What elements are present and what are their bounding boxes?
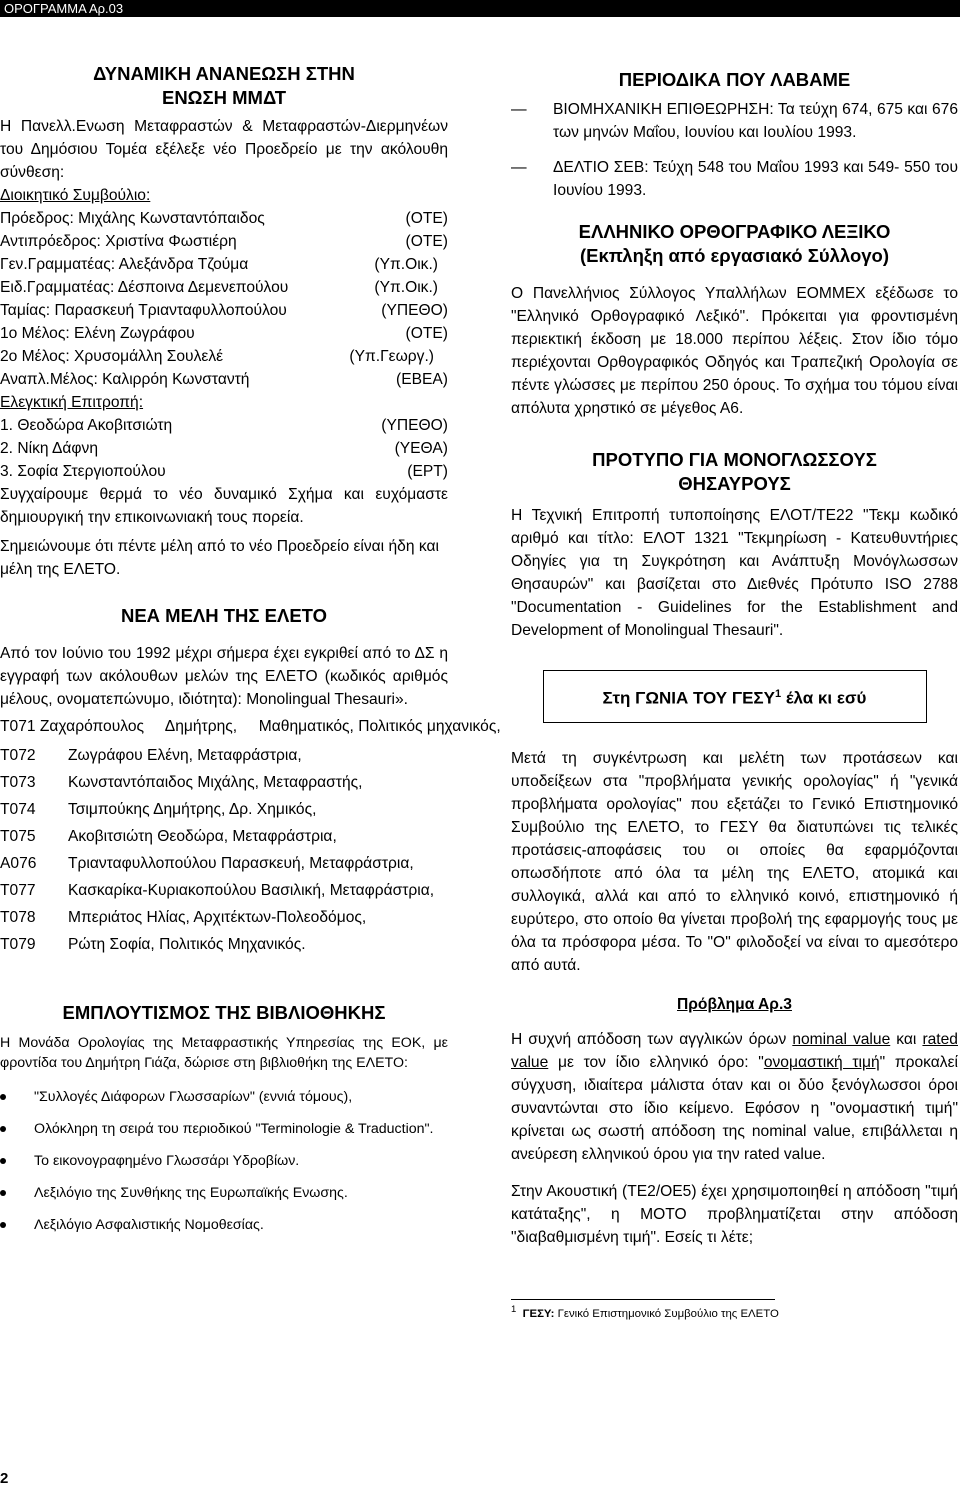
subheading: Διοικητικό Συμβούλιο:: [0, 187, 151, 204]
member-row: Τ077 Κασκαρίκα-Κυριακοπούλου Βασιλική, Μεταφράστρια,: [0, 882, 435, 899]
board-row: Αναπλ.Μέλος: Καλιρρόη Κωνσταντή (ΕΒΕΑ): [0, 371, 448, 388]
list-item: "Συλλογές Διάφορων Γλωσσαρίων" (εννιά τόμους),: [0, 1087, 448, 1107]
section-subtitle: (Εκπληξη από εργασιακό Σύλλογο): [579, 245, 889, 266]
paragraph: Η Τεχνική Επιτροπή τυποποίησης ΕΛΟΤ/ΤΕ22 "Τεκμ κωδικό αριθμό και τίτλο: ΕΛΟΤ 1321 "Τεκμηρίωση - Κατευθυντήριες Οδηγίες για τη Συγκρότηση και Ανάπτυξη Μονόγλωσσων Θησαυρών" και βασίζεται στο Διεθνές Πρότυπο ISO 2788 "Documentation - Guidelines for the Establishment and Development of Monolingual Thesauri".: [511, 507, 958, 639]
list-item: Το εικονογραφημένο Γλωσσάρι Υδροβίων.: [0, 1151, 448, 1171]
list-item: Ολόκληρη τη σειρά του περιοδικού "Terminologie & Traduction".: [0, 1119, 448, 1139]
board-row: Αντιπρόεδρος: Χριστίνα Φωστιέρη (ΟΤΕ): [0, 233, 448, 250]
dash-icon: —: [511, 101, 527, 118]
document-header-bar: [0, 0, 960, 17]
left-column: [0, 62, 501, 1247]
member-row: Τ072 Ζωγράφου Ελένη, Μεταφράστρια,: [0, 747, 302, 764]
section-title: ΕΜΠΛΟΥΤΙΣΜΟΣ ΤΗΣ ΒΙΒΛΙΟΘΗΚΗΣ: [62, 1002, 386, 1023]
footnote-divider: [511, 1299, 775, 1300]
section-title: ΔΥΝΑΜΙΚΗ ΑΝΑΝΕΩΣΗ ΣΤΗΝ: [93, 63, 355, 84]
board-list: [0, 207, 448, 391]
bullet-icon: [0, 1126, 6, 1132]
paragraph: Σημειώνουμε ότι πέντε μέλη από το νέο Προεδρείο είναι ήδη και μέλη της ΕΛΕΤΟ.: [0, 538, 439, 578]
problem-title: Πρόβλημα Αρ.3: [677, 995, 792, 1013]
member-row: Τ073 Κωνσταντόπαιδος Μιχάλης, Μεταφραστής,: [0, 774, 363, 791]
list-item: Λεξιλόγιο Ασφαλιστικής Νομοθεσίας.: [0, 1215, 448, 1235]
audit-row: 2. Νίκη Δάφνη (ΥΕΘΑ): [0, 440, 448, 457]
member-first: Τ071 Ζαχαρόπουλος Δημήτρης, Μαθηματικός, Πολιτικός μηχανικός,: [0, 718, 501, 735]
bullet-icon: [0, 1222, 6, 1228]
paragraph: Η Μονάδα Ορολογίας της Μεταφραστικής Υπηρεσίας της ΕΟΚ, με φροντίδα του Δημήτρη Γιάζα, δώρισε στη βιβλιοθήκη της ΕΛΕΤΟ:: [0, 1035, 448, 1071]
section-title: ΠΡΟΤΥΠΟ ΓΙΑ ΜΟΝΟΓΛΩΣΣΟΥΣ: [592, 449, 877, 470]
list-item: — ΔΕΛΤΙΟ ΣΕΒ: Τεύχη 548 του Μαΐου 1993 και 549- 550 του Ιουνίου 1993.: [511, 156, 958, 202]
section-title: ΘΗΣΑΥΡΟΥΣ: [678, 473, 791, 494]
bullet-icon: [0, 1158, 6, 1164]
corner-box: Στη ΓΩΝΙΑ ΤΟΥ ΓΕΣΥ$^1$ έλα κι εσύ: [543, 670, 927, 723]
paragraph: Στην Ακουστική (ΤΕ2/ΟΕ5) έχει χρησιμοποιηθεί η απόδοση "τιμή κατάταξης", η ΜΟΤΟ προβληματίζεται στην απόδοση "διαβαθμισμένη τιμή". Εσείς τι λέτε;: [511, 1182, 958, 1246]
board-row: Πρόεδρος: Μιχάλης Κωνσταντόπαιδος (ΟΤΕ): [0, 210, 448, 227]
member-row: Τ079 Ρώτη Σοφία, Πολιτικός Μηχανικός.: [0, 936, 306, 953]
section-title: ΕΛΛΗΝΙΚΟ ΟΡΘΟΓΡΑΦΙΚΟ ΛΕΞΙΚΟ: [578, 221, 891, 242]
footnote: $^1$ ΓΕΣΥ: Γενικό Επιστημονικό Συμβούλιο της ΕΛΕΤΟ: [511, 1299, 958, 1322]
board-row: 2ο Μέλος: Χρυσομάλλη Σουλελέ (Υπ.Γεωργ.): [0, 348, 434, 365]
member-row: Τ078 Μπεριάτος Ηλίας, Αρχιτέκτων-Πολεοδόμος,: [0, 909, 367, 926]
subheading: Ελεγκτική Επιτροπή:: [0, 394, 144, 411]
section-title: ΝΕΑ ΜΕΛΗ ΤΗΣ ΕΛΕΤΟ: [120, 605, 328, 626]
page-number: 2: [0, 1470, 9, 1487]
dash-icon: —: [511, 159, 527, 176]
header-label: ΟΡΟΓΡΑΜΜΑ Αρ.03: [4, 1, 124, 16]
board-row: 1ο Μέλος: Ελένη Ζωγράφου (ΟΤΕ): [0, 325, 448, 342]
member-row: Τ074 Τσιμπούκης Δημήτρης, Δρ. Χημικός,: [0, 801, 317, 818]
audit-row: 1. Θεοδώρα Ακοβιτσιώτη (ΥΠΕΘΟ): [0, 417, 448, 434]
audit-list: [0, 414, 448, 483]
members-list: [0, 744, 448, 956]
board-row: Γεν.Γραμματέας: Αλεξάνδρα Τζούμα (Υπ.Οικ.): [0, 256, 438, 273]
right-column: [511, 68, 958, 1321]
board-row: Ταμίας: Παρασκευή Τριανταφυλλοπούλου (ΥΠΕΘΟ): [0, 302, 448, 319]
paragraph: Από τον Ιούνιο του 1992 μέχρι σήμερα έχει εγκριθεί από το ΔΣ η εγγραφή των ακόλουθων μελών της ΕΛΕΤΟ (κωδικός αριθμός μέλους, ονοματεπώνυμο, ιδιότητα): Monolingual Thesauri».: [0, 645, 448, 708]
board-row: Ειδ.Γραμματέας: Δέσποινα Δεμενεπούλου (Υπ.Οικ.): [0, 279, 438, 296]
library-list: [0, 1087, 448, 1235]
section-title: ΕΝΩΣΗ ΜΜΔΤ: [161, 87, 287, 108]
member-row: Α076 Τριανταφυλλοπούλου Παρασκευή, Μεταφράστρια,: [0, 855, 414, 872]
periodicals-list: [511, 98, 958, 202]
bullet-icon: [0, 1094, 6, 1100]
paragraph: Η Πανελλ.Ενωση Μεταφραστών & Μεταφραστών-Διερμηνέων του Δημόσιου Τομέα εξέλεξε νέο Προεδρείο με την ακόλουθη σύνθεση:: [0, 118, 448, 181]
paragraph: Μετά τη συγκέντρωση και μελέτη των προτάσεων και υποδείξεων στα "προβλήματα γενικής ορολογίας" ή "γενικά προβλήματα ορολογίας" που εξετάζει το Γενικό Επιστημονικό Συμβούλιο της ΕΛΕΤΟ, το ΓΕΣΥ θα διατυπώνει τις τελικές προτάσεις-αποφάσεις του οι οποίες θα εφαρμόζονται οπωσδήποτε από όλα τα μέλη της ΕΛΕΤΟ, ατομικά και συλλογικά, αλλά και από το ελληνικό κοινό, επιστημονικό ή ευρύτερο, στο οποίο θα γίνεται προβολή της εφαρμογής τους με όλα τα πρόσφορα μέσα. Το "Ο" φιλοδοξεί να είναι το αμεσότερο από αυτά.: [511, 749, 958, 974]
bullet-icon: [0, 1190, 6, 1196]
member-row: Τ075 Ακοβιτσιώτη Θεοδώρα, Μεταφράστρια,: [0, 828, 337, 845]
audit-row: 3. Σοφία Στεργιοπούλου (ΕΡΤ): [0, 463, 448, 480]
list-item: — ΒΙΟΜΗΧΑΝΙΚΗ ΕΠΙΘΕΩΡΗΣΗ: Τα τεύχη 674, 675 και 676 των μηνών Μαΐου, Ιουνίου και Ιουλίου 1993.: [511, 98, 958, 144]
paragraph: Συγχαίρουμε θερμά το νέο δυναμικό Σχήμα και ευχόμαστε δημιουργική την επικοινωνιακή τους πορεία.: [0, 486, 448, 526]
section-title: ΠΕΡΙΟΔΙΚΑ ΠΟΥ ΛΑΒΑΜΕ: [618, 69, 851, 90]
list-item: Λεξιλόγιο της Συνθήκης της Ευρωπαϊκής Ενωσης.: [0, 1183, 448, 1203]
paragraph: Η συχνή απόδοση των αγγλικών όρων nominal value και rated value με τον ίδιο ελληνικό όρο: "ονομαστική τιμή" προκαλεί σύγχυση, ιδιαίτερα μάλιστα όταν και οι δύο ξενόγλωσσοι όροι συναντώνται στο ίδιο κείμενο. Εφόσον η "ονομαστική τιμή" κρίνεται ως σωστή απόδοση της nominal value, επιβάλλεται η ανεύρεση ελληνικού όρου για την rated value.: [511, 1030, 958, 1163]
paragraph: Ο Πανελλήνιος Σύλλογος Υπαλλήλων ΕΟΜΜΕΧ εξέδωσε το "Ελληνικό Ορθογραφικό Λεξικό". Πρόκειται για φροντισμένη περιεκτική έκδοση με 18.000 περίπου λέξεις. Στον ίδιο τόμο περιέχονται Ορθογραφικός Οδηγός και Τραπεζική Ορολογία σε πέντε γλώσσες με περίπου 250 όρους. Το σχήμα του τόμου είναι απόλυτα χρηστικό σε μέγεθος Α6.: [511, 285, 958, 417]
